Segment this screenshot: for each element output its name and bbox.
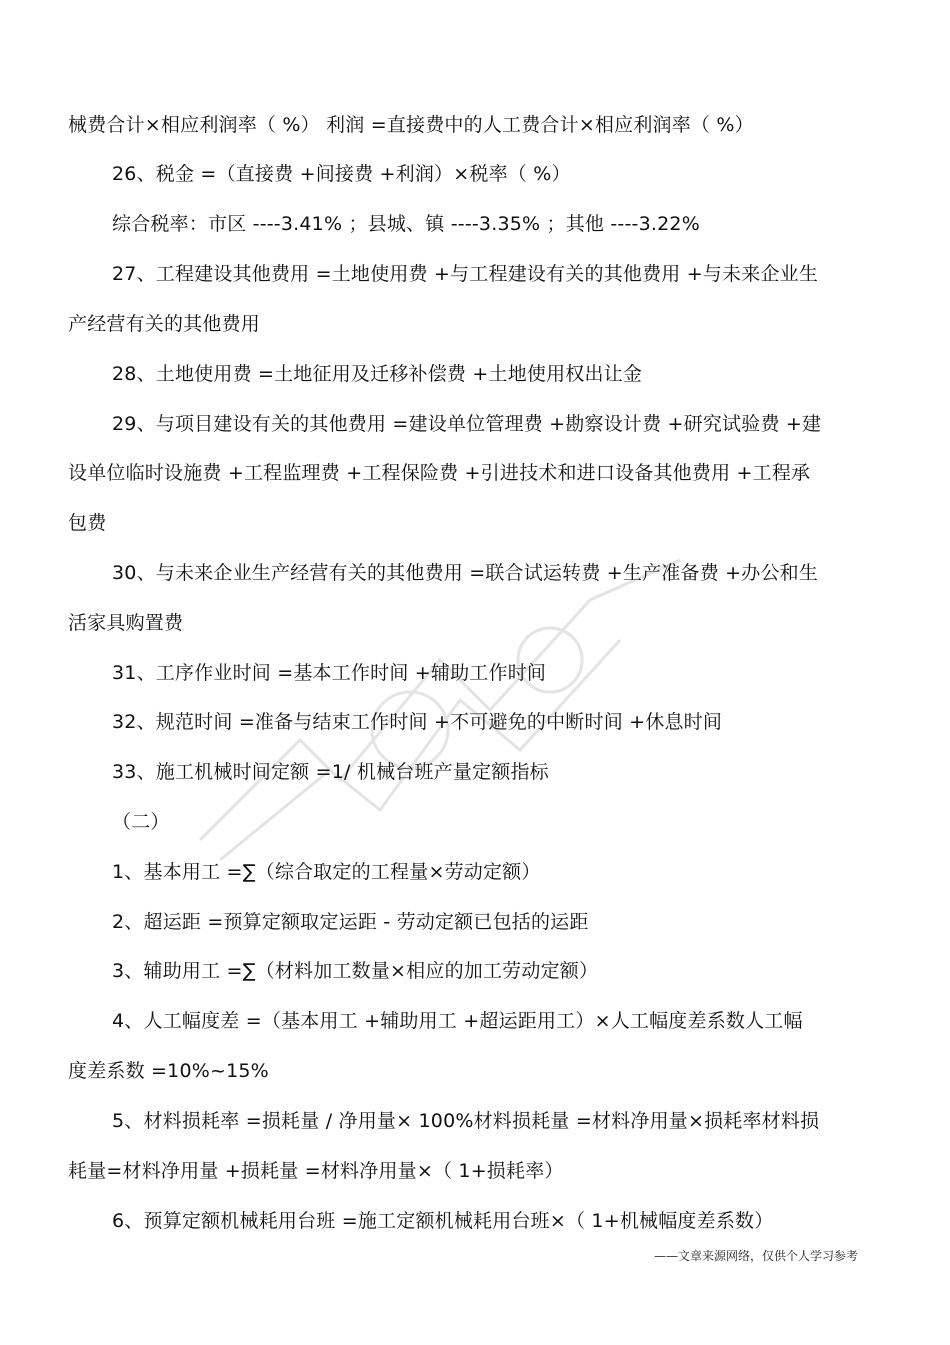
text-line-14: 33、施工机械时间定额 =1/ 机械台班产量定额指标 xyxy=(112,761,549,783)
text-line-23: 6、预算定额机械耗用台班 =施工定额机械耗用台班×（ 1+机械幅度差系数） xyxy=(112,1210,774,1232)
text-line-1: 械费合计×相应利润率（ %） 利润 =直接费中的人工费合计×相应利润率（ %） xyxy=(68,114,754,136)
text-line-17: 2、超运距 =预算定额取定运距 - 劳动定额已包括的运距 xyxy=(112,911,589,933)
text-line-13: 32、规范时间 =准备与结束工作时间 +不可避免的中断时间 +休息时间 xyxy=(112,711,723,733)
text-line-20: 度差系数 =10%~15% xyxy=(68,1060,269,1082)
text-line-21: 5、材料损耗率 =损耗量 / 净用量× 100%材料损耗量 =材料净用量×损耗率材料损 xyxy=(112,1110,820,1132)
text-line-15: （二） xyxy=(112,811,170,833)
text-line-9: 包费 xyxy=(68,512,107,534)
text-line-7: 29、与项目建设有关的其他费用 =建设单位管理费 +勘察设计费 +研究试验费 +建 xyxy=(112,413,822,435)
text-line-22: 耗量=材料净用量 +损耗量 =材料净用量×（ 1+损耗率） xyxy=(68,1160,564,1182)
text-line-3: 综合税率：市区 ----3.41% ；县城、镇 ----3.35% ；其他 ----3.22% xyxy=(112,213,700,235)
text-line-6: 28、土地使用费 =土地征用及迁移补偿费 +土地使用权出让金 xyxy=(112,363,643,385)
source-footer: ——文章来源网络，仅供个人学习参考 xyxy=(653,1249,858,1263)
text-line-18: 3、辅助用工 =∑（材料加工数量×相应的加工劳动定额） xyxy=(112,960,599,982)
text-line-12: 31、工序作业时间 =基本工作时间 +辅助工作时间 xyxy=(112,662,547,684)
text-line-2: 26、税金 =（直接费 +间接费 +利润）×税率（ %） xyxy=(112,163,571,185)
text-line-5: 产经营有关的其他费用 xyxy=(68,313,261,335)
text-line-11: 活家具购置费 xyxy=(68,612,184,634)
text-line-16: 1、基本用工 =∑（综合取定的工程量×劳动定额） xyxy=(112,861,541,883)
text-line-4: 27、工程建设其他费用 =土地使用费 +与工程建设有关的其他费用 +与未来企业生 xyxy=(112,263,819,285)
text-line-10: 30、与未来企业生产经营有关的其他费用 =联合试运转费 +生产准备费 +办公和生 xyxy=(112,562,819,584)
text-line-19: 4、人工幅度差 =（基本用工 +辅助用工 +超运距用工）×人工幅度差系数人工幅 xyxy=(112,1010,803,1032)
text-line-8: 设单位临时设施费 +工程监理费 +工程保险费 +引进技术和进口设备其他费用 +工程承 xyxy=(68,462,811,484)
